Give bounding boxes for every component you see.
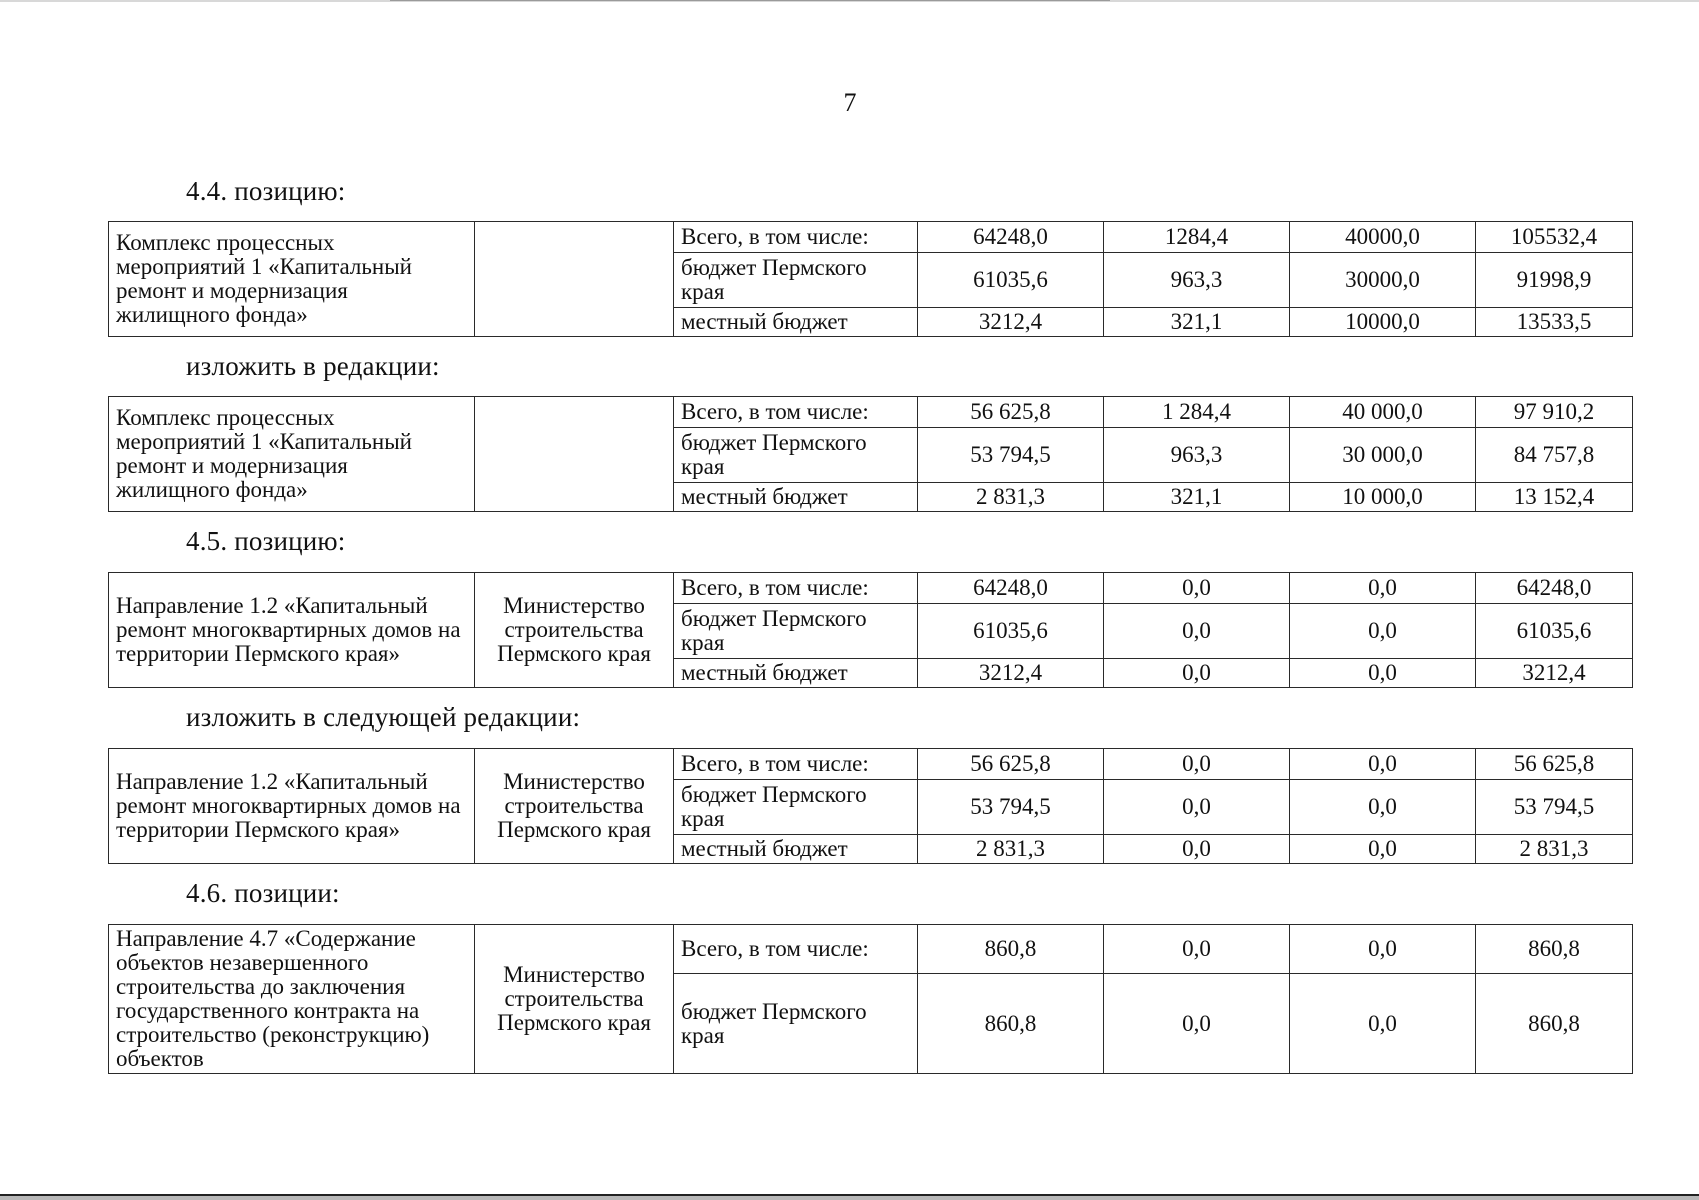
value-cell: 860,8 bbox=[1476, 925, 1633, 974]
value-cell: 56 625,8 bbox=[918, 749, 1104, 780]
page-top-edge-line bbox=[390, 0, 1110, 1]
value-cell: 61035,6 bbox=[918, 253, 1104, 308]
funding-source-cell: местный бюджет bbox=[674, 308, 918, 337]
value-cell: 2 831,3 bbox=[918, 483, 1104, 512]
value-cell: 963,3 bbox=[1104, 253, 1290, 308]
table-row bbox=[109, 925, 1633, 974]
value-cell: 0,0 bbox=[1290, 573, 1476, 604]
value-cell: 0,0 bbox=[1290, 749, 1476, 780]
funding-source-cell: местный бюджет bbox=[674, 483, 918, 512]
value-cell: 0,0 bbox=[1290, 974, 1476, 1074]
value-cell: 860,8 bbox=[1476, 974, 1633, 1074]
value-cell: 0,0 bbox=[1104, 749, 1290, 780]
funding-source-cell: Всего, в том числе: bbox=[674, 749, 918, 780]
responsible-cell: Министерство строительства Пермского края bbox=[475, 749, 674, 864]
budget-table bbox=[108, 572, 1633, 688]
budget-table bbox=[108, 396, 1633, 512]
responsible-cell: Министерство строительства Пермского края bbox=[475, 925, 674, 1074]
value-cell: 97 910,2 bbox=[1476, 397, 1633, 428]
section-heading: изложить в редакции: bbox=[186, 351, 440, 381]
table-row bbox=[109, 573, 1633, 604]
value-cell: 0,0 bbox=[1290, 835, 1476, 864]
value-cell: 1284,4 bbox=[1104, 222, 1290, 253]
value-cell: 0,0 bbox=[1290, 780, 1476, 835]
table-row bbox=[109, 222, 1633, 253]
program-name-cell: Направление 1.2 «Капитальный ремонт многоквартирных домов на территории Пермского края» bbox=[109, 749, 475, 864]
page-number: 7 bbox=[843, 88, 857, 117]
responsible-cell bbox=[475, 222, 674, 337]
funding-source-cell: Всего, в том числе: bbox=[674, 573, 918, 604]
value-cell: 860,8 bbox=[918, 974, 1104, 1074]
value-cell: 2 831,3 bbox=[918, 835, 1104, 864]
section-heading: 4.4. позицию: bbox=[186, 176, 346, 206]
value-cell: 64248,0 bbox=[1476, 573, 1633, 604]
budget-table bbox=[108, 748, 1633, 864]
value-cell: 3212,4 bbox=[918, 659, 1104, 688]
value-cell: 105532,4 bbox=[1476, 222, 1633, 253]
value-cell: 321,1 bbox=[1104, 308, 1290, 337]
section-heading: 4.5. позицию: bbox=[186, 526, 346, 556]
value-cell: 53 794,5 bbox=[1476, 780, 1633, 835]
value-cell: 860,8 bbox=[918, 925, 1104, 974]
value-cell: 3212,4 bbox=[918, 308, 1104, 337]
program-name-cell: Направление 1.2 «Капитальный ремонт многоквартирных домов на территории Пермского края» bbox=[109, 573, 475, 688]
value-cell: 0,0 bbox=[1104, 604, 1290, 659]
value-cell: 0,0 bbox=[1290, 604, 1476, 659]
value-cell: 0,0 bbox=[1104, 925, 1290, 974]
value-cell: 321,1 bbox=[1104, 483, 1290, 512]
value-cell: 0,0 bbox=[1104, 835, 1290, 864]
value-cell: 0,0 bbox=[1104, 780, 1290, 835]
value-cell: 40 000,0 bbox=[1290, 397, 1476, 428]
program-name-cell: Комплекс процессных мероприятий 1 «Капитальный ремонт и модернизация жилищного фонда» bbox=[109, 222, 475, 337]
budget-table bbox=[108, 924, 1633, 1074]
funding-source-cell: бюджет Пермского края bbox=[674, 428, 918, 483]
section-heading: изложить в следующей редакции: bbox=[186, 702, 581, 732]
value-cell: 30000,0 bbox=[1290, 253, 1476, 308]
funding-source-cell: Всего, в том числе: bbox=[674, 925, 918, 974]
value-cell: 10000,0 bbox=[1290, 308, 1476, 337]
value-cell: 0,0 bbox=[1290, 659, 1476, 688]
value-cell: 0,0 bbox=[1104, 974, 1290, 1074]
value-cell: 53 794,5 bbox=[918, 780, 1104, 835]
responsible-cell: Министерство строительства Пермского края bbox=[475, 573, 674, 688]
funding-source-cell: местный бюджет bbox=[674, 659, 918, 688]
budget-table bbox=[108, 221, 1633, 337]
program-name-cell: Направление 4.7 «Содержание объектов незавершенного строительства до заключения государственного контракта на строительство (реконструкцию) объектов bbox=[109, 925, 475, 1074]
value-cell: 40000,0 bbox=[1290, 222, 1476, 253]
table-row bbox=[109, 749, 1633, 780]
funding-source-cell: Всего, в том числе: bbox=[674, 397, 918, 428]
value-cell: 963,3 bbox=[1104, 428, 1290, 483]
value-cell: 13533,5 bbox=[1476, 308, 1633, 337]
funding-source-cell: бюджет Пермского края bbox=[674, 253, 918, 308]
value-cell: 64248,0 bbox=[918, 222, 1104, 253]
value-cell: 1 284,4 bbox=[1104, 397, 1290, 428]
funding-source-cell: бюджет Пермского края bbox=[674, 604, 918, 659]
value-cell: 84 757,8 bbox=[1476, 428, 1633, 483]
program-name-cell: Комплекс процессных мероприятий 1 «Капитальный ремонт и модернизация жилищного фонда» bbox=[109, 397, 475, 512]
value-cell: 10 000,0 bbox=[1290, 483, 1476, 512]
value-cell: 13 152,4 bbox=[1476, 483, 1633, 512]
value-cell: 0,0 bbox=[1290, 925, 1476, 974]
value-cell: 61035,6 bbox=[918, 604, 1104, 659]
value-cell: 30 000,0 bbox=[1290, 428, 1476, 483]
table-row bbox=[109, 397, 1633, 428]
value-cell: 0,0 bbox=[1104, 659, 1290, 688]
page-bottom-edge bbox=[0, 1196, 1699, 1200]
value-cell: 0,0 bbox=[1104, 573, 1290, 604]
value-cell: 64248,0 bbox=[918, 573, 1104, 604]
value-cell: 61035,6 bbox=[1476, 604, 1633, 659]
funding-source-cell: Всего, в том числе: bbox=[674, 222, 918, 253]
section-heading: 4.6. позиции: bbox=[186, 878, 340, 908]
value-cell: 91998,9 bbox=[1476, 253, 1633, 308]
value-cell: 56 625,8 bbox=[918, 397, 1104, 428]
value-cell: 3212,4 bbox=[1476, 659, 1633, 688]
funding-source-cell: бюджет Пермского края bbox=[674, 974, 918, 1074]
funding-source-cell: бюджет Пермского края bbox=[674, 780, 918, 835]
value-cell: 2 831,3 bbox=[1476, 835, 1633, 864]
value-cell: 53 794,5 bbox=[918, 428, 1104, 483]
value-cell: 56 625,8 bbox=[1476, 749, 1633, 780]
funding-source-cell: местный бюджет bbox=[674, 835, 918, 864]
responsible-cell bbox=[475, 397, 674, 512]
